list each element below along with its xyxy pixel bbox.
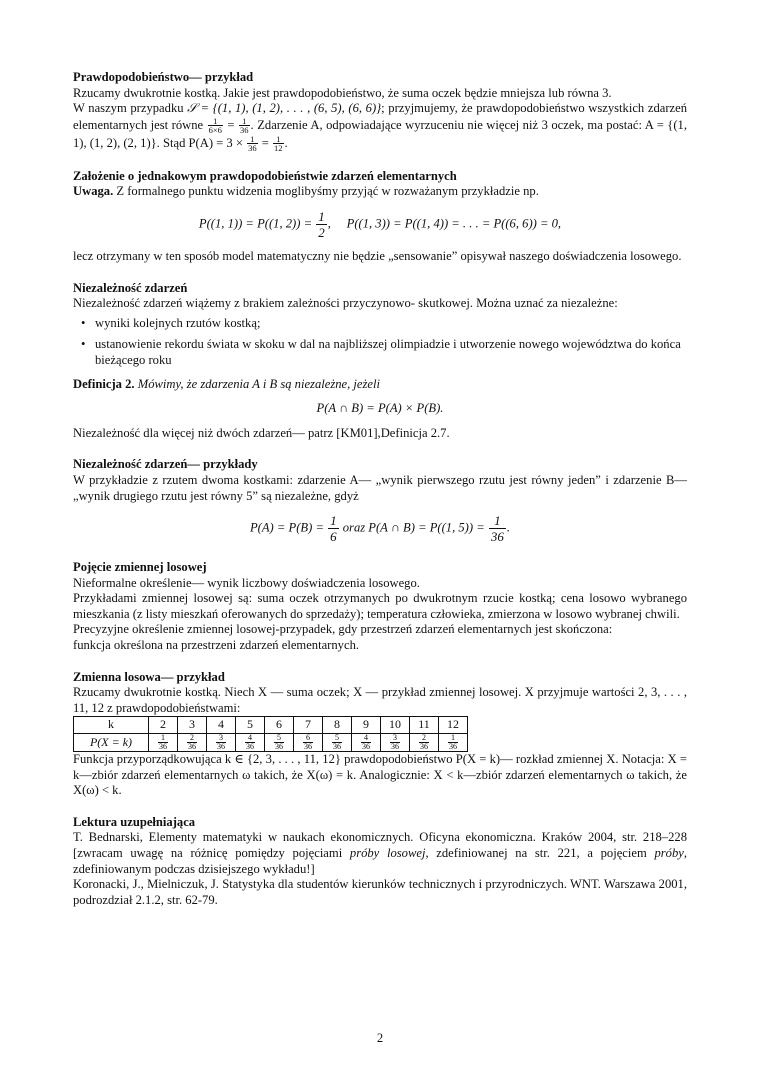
paragraph: W przykładzie z rzutem dwoma kostkami: zdarzenie A— „wynik pierwszego rzutu jest równy jeden” i zdarzenie B— „wynik drugiego rzutu jest równy 5” są niezależne, gdyż [73, 472, 687, 503]
section-independence [73, 281, 687, 442]
fraction: $\frac{1}{12}$ [274, 133, 283, 154]
section-heading: Prawdopodobieństwo— przykład [73, 70, 254, 84]
table-cell: $\frac{3}{36}$ [207, 734, 236, 752]
paragraph: Przykładami zmiennej losowej są: suma oczek otrzymanych po dwukrotnym rzucie kostką; cena losowo wybranego mieszkania (z listy mieszkań oferowanych do sprzedaży); temperatura człowieka, zmierzona w losowo wybranej chwili. [73, 591, 687, 621]
paragraph: Niezależność dla więcej niż dwóch zdarzeń— patrz [KM01],Definicja 2.7. [73, 425, 450, 440]
table-cell: k [74, 717, 149, 734]
section-random-variable [73, 560, 687, 654]
list-item: • wyniki kolejnych rzutów kostką; [73, 316, 687, 332]
paragraph: lecz otrzymany w ten sposób model matematyczny nie będzie „sensowanie” opisywał naszego doświadczenia losowego. [73, 248, 682, 263]
table-cell: 12 [439, 717, 468, 734]
table-cell: 2 [149, 717, 178, 734]
table-cell: 10 [381, 717, 410, 734]
paragraph: Funkcja przyporządkowująca k ∈ {2, 3, . . . , 11, 12} prawdopodobieństwo P(X = k)— rozkład zmiennej X. Notacja: X = k—zbiór zdarzeń elementarnych ω takich, że X(ω) = k. Analogicznie: X < k—zbiór zdarzeń elementarnych ω takich, że X(ω) < k. [73, 752, 687, 798]
table-cell: $\frac{3}{36}$ [381, 734, 410, 752]
paragraph: Rzucamy dwukrotnie kostką. Jakie jest prawdopodobieństwo, że suma oczek będzie mniejsza lub równa 3. [73, 85, 612, 100]
reference: T. Bednarski, Elementy matematyki w naukach ekonomicznych. Oficyna ekonomiczna. Kraków 2004, str. 218–228 [zwracam uwagę na różnicę pomiędzy pojęciami próby losowej, zdefiniowanej na str. 221, a pojęciem próby, zdefiniowanym podczas dzisiejszego wykładu!] [73, 830, 688, 876]
table-row [74, 717, 468, 734]
table-cell: 3 [178, 717, 207, 734]
table-cell: $\frac{2}{36}$ [178, 734, 207, 752]
paragraph: W naszym przypadku 𝒮 = {(1, 1), (1, 2), . . . , (6, 5), (6, 6)}; przyjmujemy, że prawdopodobieństwo wszystkich zdarzeń elementarnych jest równe $\frac{1}{6\times 6}$ = $\frac{1}{36}$ . Zdarzenie A, odpowiadające wyrzuceniu nie więcej niż 3 oczek, ma postać: A = {(1, 1), (1, 2), (2, 1)}. Stąd P(A) = 3 × $\frac{1}{36}$ = $\frac{1}{12}$ . [73, 101, 687, 154]
display-formula: P(A ∩ B) = P(A) × P(B). [316, 401, 444, 416]
table-cell: $\frac{1}{36}$ [149, 734, 178, 752]
display-formula: P(A) = P(B) = $\frac{1}{6}$ oraz P(A ∩ B) = P((1, 5)) = $\frac{1}{36}$ . [249, 513, 511, 545]
paragraph: Uwaga. Z formalnego punktu widzenia moglibyśmy przyjąć w rozważanym przykładzie np. [73, 184, 539, 199]
page-content [73, 70, 687, 908]
table-row [74, 734, 468, 752]
table-cell: 6 [265, 717, 294, 734]
table-cell: $\frac{1}{36}$ [439, 734, 468, 752]
section-heading: Lektura uzupełniająca [73, 814, 196, 829]
section-heading: Niezależność zdarzeń— przykłady [73, 457, 258, 472]
bullet-list [73, 316, 687, 369]
table-cell: P(X = k) [74, 734, 149, 752]
paragraph: Nieformalne określenie— wynik liczbowy doświadczenia losowego. [73, 575, 420, 590]
fraction: $\frac{1}{36}$ [240, 115, 249, 136]
distribution-table [73, 716, 468, 752]
table-cell: $\frac{5}{36}$ [323, 734, 352, 752]
paragraph: Precyzyjne określenie zmiennej losowej-przypadek, gdy przestrzeń zdarzeń elementarnych jest skończona: [73, 622, 613, 637]
table-cell: 8 [323, 717, 352, 734]
section-heading: Pojęcie zmiennej losowej [73, 560, 207, 575]
table-cell: 5 [236, 717, 265, 734]
page-number: 2 [376, 1031, 384, 1045]
section-example-probability [73, 70, 687, 153]
section-independence-examples [73, 457, 687, 544]
paragraph: funkcja określona na przestrzeni zdarzeń elementarnych. [73, 638, 360, 653]
table-cell: $\frac{6}{36}$ [294, 734, 323, 752]
section-heading: Założenie o jednakowym prawdopodobieństwie zdarzeń elementarnych [73, 168, 457, 183]
section-equal-probability [73, 169, 687, 265]
table-cell: 7 [294, 717, 323, 734]
table-cell: $\frac{5}{36}$ [265, 734, 294, 752]
paragraph: Rzucamy dwukrotnie kostką. Niech X — suma oczek; X — przykład zmiennej losowej. X przyjmuje wartości 2, 3, . . . , 11, 12 z prawdopodobieństwami: [73, 685, 687, 715]
section-random-variable-example [73, 670, 687, 799]
section-heading: Zmienna losowa— przykład [73, 669, 225, 684]
table-cell: $\frac{4}{36}$ [236, 734, 265, 752]
table-cell: 11 [410, 717, 439, 734]
table-cell: 9 [352, 717, 381, 734]
display-formula: P((1, 1)) = P((1, 2)) = $\frac{1}{2}$ , P((1, 3)) = P((1, 4)) = . . . = P((6, 6)) = 0, [198, 208, 562, 240]
table-cell: $\frac{2}{36}$ [410, 734, 439, 752]
reference: Koronacki, J., Mielniczuk, J. Statystyka dla studentów kierunków technicznych i przyrodniczych. WNT. Warszawa 2001, podrozdział 2.1.2, str. 62-79. [73, 877, 687, 907]
table-cell: $\frac{4}{36}$ [352, 734, 381, 752]
fraction: $\frac{1}{36}$ [248, 133, 257, 154]
section-heading: Niezależność zdarzeń [73, 280, 188, 295]
fraction: $\frac{1}{6\times 6}$ [208, 115, 222, 136]
paragraph: Niezależność zdarzeń wiążemy z brakiem zależności przyczynowo- skutkowej. Można uznać za niezależne: [73, 296, 618, 311]
section-further-reading [73, 815, 687, 909]
table-cell: 4 [207, 717, 236, 734]
list-item: • ustanowienie rekordu świata w skoku w dal na najbliższej olimpiadzie i utworzenie nowego województwa do końca bieżącego roku [73, 337, 687, 368]
definition: Definicja 2. Mówimy, że zdarzenia A i B są niezależne, jeżeli [73, 376, 381, 391]
